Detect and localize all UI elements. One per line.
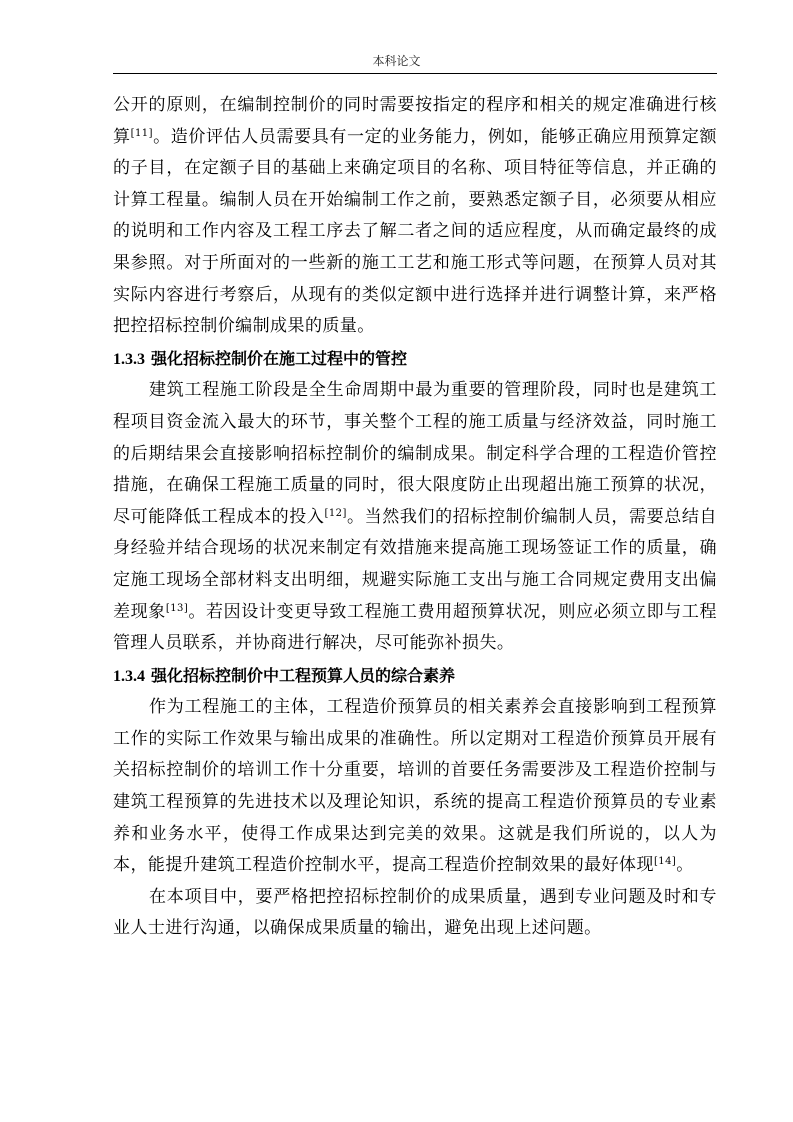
section-title: 强化招标控制价在施工过程中的管控: [151, 348, 408, 368]
paragraph-1-text-b: 。造价评估人员需要具有一定的业务能力，例如，能够正确应用预算定额的子目，在定额子目的基础上来确定项目的名称、项目特征等信息，并正确的计算工程量。编制人员在开始编制工作之前，要熟悉定额子目，必须要从相应的说明和工作内容及工程工序去了解二者之间的适应程度，从而确定最终的成果参照。对于所面对的一些新的施工工艺和施工形式等问题，在预算人员对其实际内容进行考察后，从现有的类似定额中进行选择并进行调整计算，来严格把控招标控制价编制成果的质量。: [113, 126, 718, 337]
citation-13: [13]: [165, 602, 189, 614]
paragraph-1-text-a: 公开的原则，在编制控制价的同时需要按指定的程序和相关的规定准确进行核算: [113, 95, 717, 147]
paragraph-2: [113, 375, 717, 659]
paragraph-3: [113, 692, 717, 882]
paragraph-1: [113, 90, 717, 343]
paragraph-2-text-b: 。当然我们的招标控制价编制人员，需要总结自身经验并结合现场的状况来制定有效措施来提高施工现场签证工作的质量，确定施工现场全部材料支出明细，规避实际施工支出与施工合同规定费用支出偏差现象: [113, 506, 717, 622]
paragraph-4-text: 在本项目中，要严格把控招标控制价的成果质量，遇到专业问题及时和专业人士进行沟通，以确保成果质量的输出，避免出现上述问题。: [113, 886, 717, 939]
paragraph-2-text-a: 建筑工程施工阶段是全生命周期中最为重要的管理阶段，同时也是建筑工程项目资金流入最大的环节，事关整个工程的施工质量与经济效益，同时施工的后期结果会直接影响招标控制价的编制成果。制定科学合理的工程造价管控措施，在确保工程施工质量的同时，很大限度防止出现超出施工预算的状况，尽可能降低工程成本的投入: [113, 380, 717, 527]
section-heading-1-3-3: [113, 343, 717, 376]
section-number: 1.3.3: [113, 350, 145, 368]
paragraph-4: [113, 882, 717, 945]
body-content: [113, 90, 717, 945]
citation-11: [11]: [130, 127, 153, 139]
header-divider: [113, 73, 717, 74]
paragraph-2-text-c: 。若因设计变更导致工程施工费用超预算状况，则应必须立即与工程管理人员联系，并协商进行解决，尽可能弥补损失。: [113, 601, 718, 654]
section-title: 强化招标控制价中工程预算人员的综合素养: [151, 665, 456, 685]
page-header-title: 本科论文: [372, 54, 421, 68]
section-number: 1.3.4: [113, 667, 145, 685]
paragraph-3-text-a: 作为工程施工的主体，工程造价预算员的相关素养会直接影响到工程预算工作的实际工作效果与输出成果的准确性。所以定期对工程造价预算员开展有关招标控制价的培训工作十分重要，培训的首要任务需要涉及工程造价控制与建筑工程预算的先进技术以及理论知识，系统的提高工程造价预算员的专业素养和业务水平，使得工作成果达到完美的效果。这就是我们所说的，以人为本，能提升建筑工程造价控制水平，提高工程造价控制效果的最好体现: [113, 697, 717, 876]
citation-12: [12]: [324, 507, 347, 519]
citation-14: [14]: [653, 856, 677, 868]
section-heading-1-3-4: [113, 660, 717, 693]
paragraph-3-text-b: 。: [676, 855, 694, 876]
